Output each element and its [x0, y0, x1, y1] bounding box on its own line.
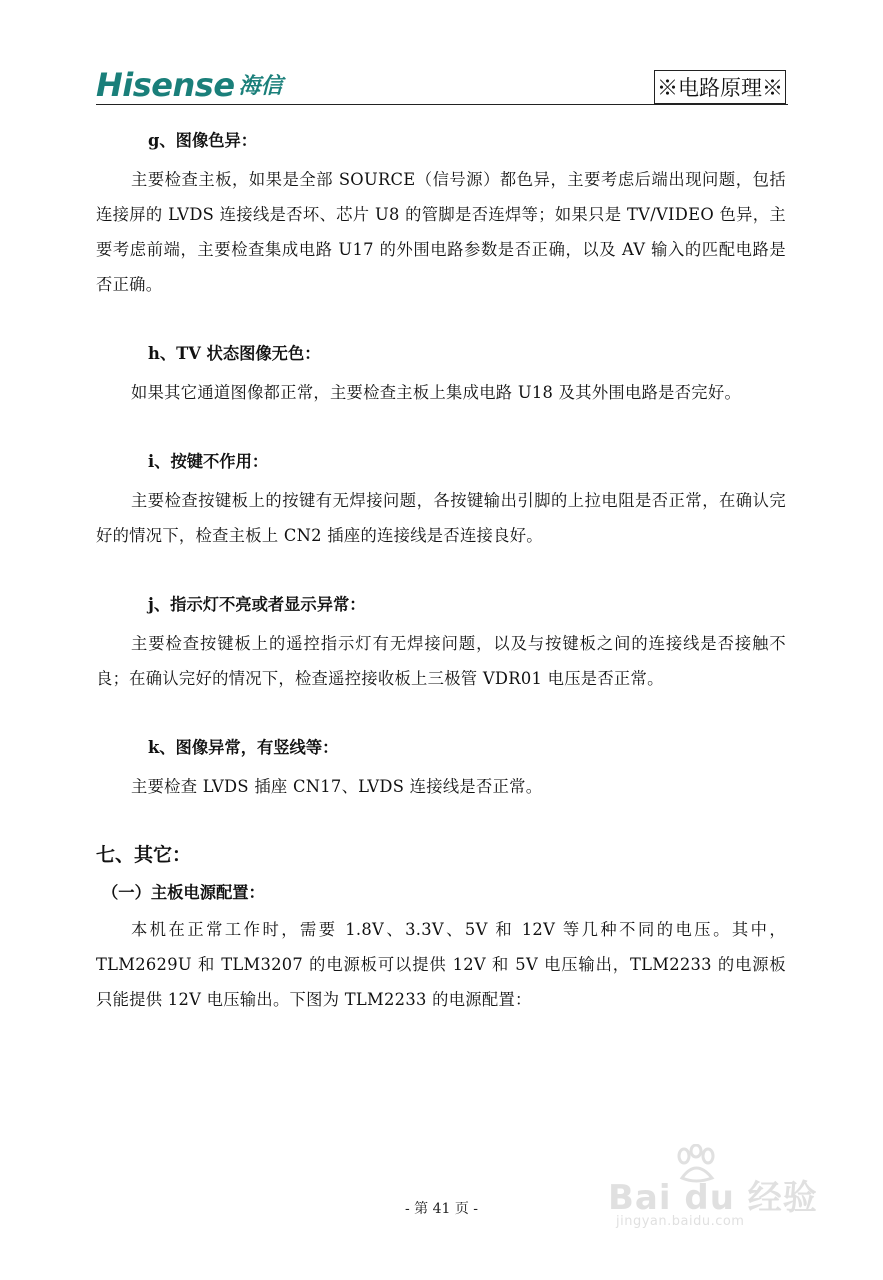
item-paragraph-k: 主要检查 LVDS 插座 CN17、LVDS 连接线是否正常。	[131, 777, 543, 796]
watermark-brand: Bai du 经验	[608, 1178, 818, 1218]
logo-latin-text: Hisense	[96, 66, 235, 104]
item-title-g: g、图像色异：	[148, 131, 258, 150]
header-divider	[96, 104, 788, 105]
section-subtitle: （一）主板电源配置：	[102, 883, 265, 902]
header-section-tag: ※电路原理※	[654, 70, 786, 104]
watermark-url: jingyan.baidu.com	[616, 1214, 745, 1229]
baidu-jingyan-watermark	[608, 1142, 823, 1242]
item-paragraph-g: 主要检查主板，如果是全部 SOURCE（信号源）都色异，主要考虑后端出现问题，包括连接屏的 LVDS 连接线是否坏、芯片 U8 的管脚是否连焊等；如果只是 TV/VIDEO 色异，主要考虑前端，主要检查集成电路 U17 的外围电路参数是否正确，以及 AV 输入的匹配电路是否正确。	[96, 170, 786, 294]
hisense-logo	[96, 66, 283, 104]
item-title-k: k、图像异常，有竖线等：	[148, 738, 339, 757]
item-title-i: i、按键不作用：	[148, 452, 269, 471]
section-title: 七、其它：	[96, 844, 192, 866]
item-title-h: h、TV 状态图像无色：	[148, 344, 321, 363]
item-paragraph-j: 主要检查按键板上的遥控指示灯有无焊接问题，以及与按键板之间的连接线是否接触不良；在确认完好的情况下，检查遥控接收板上三极管 VDR01 电压是否正常。	[96, 634, 786, 688]
section-paragraph: 本机在正常工作时，需要 1.8V、3.3V、5V 和 12V 等几种不同的电压。其中，TLM2629U 和 TLM3207 的电源板可以提供 12V 和 5V 电压输出，TLM2233 的电源板只能提供 12V 电压输出。下图为 TLM2233 的电源配置：	[96, 920, 786, 1009]
item-paragraph-h: 如果其它通道图像都正常，主要检查主板上集成电路 U18 及其外围电路是否完好。	[131, 383, 742, 402]
logo-chinese-text: 海信	[238, 74, 283, 99]
page-number: - 第 41 页 -	[404, 1201, 479, 1217]
item-title-j: j、指示灯不亮或者显示异常：	[148, 595, 366, 614]
page-content	[96, 110, 786, 1017]
item-paragraph-i: 主要检查按键板上的按键有无焊接问题，各按键输出引脚的上拉电阻是否正常，在确认完好的情况下，检查主板上 CN2 插座的连接线是否连接良好。	[96, 491, 786, 545]
